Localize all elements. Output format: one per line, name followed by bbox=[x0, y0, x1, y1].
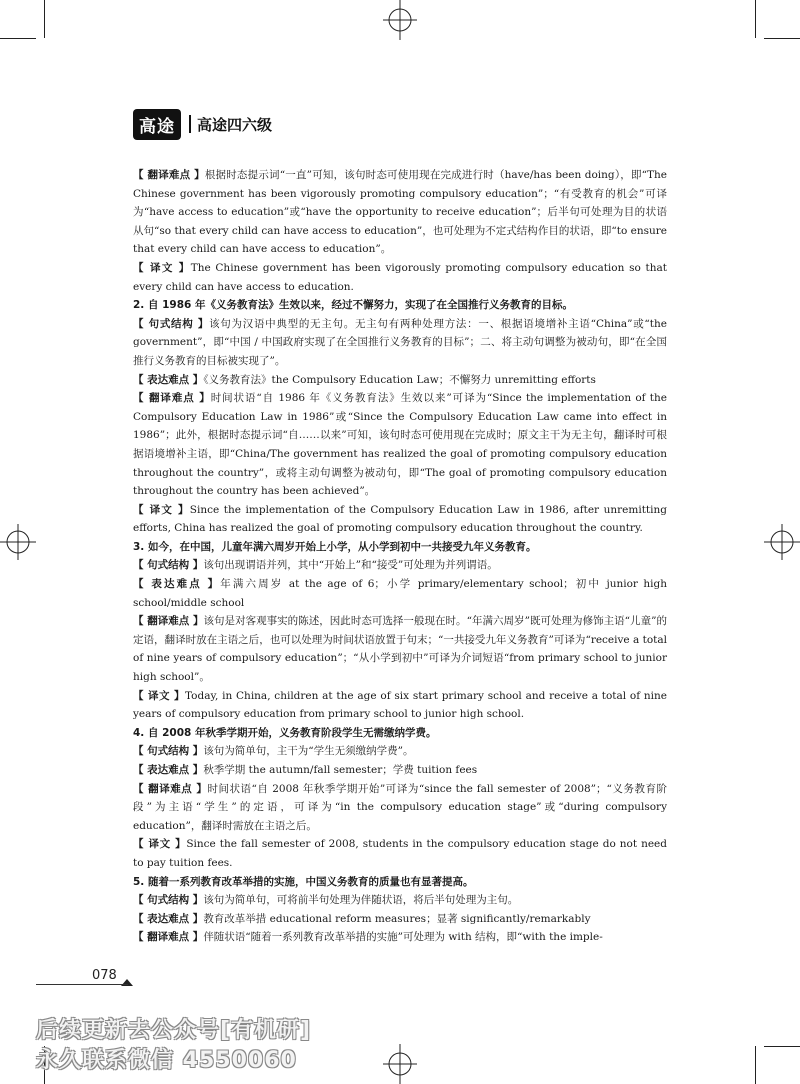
section-tag: 【 句式结构 】 bbox=[133, 745, 204, 758]
registration-mark-icon bbox=[760, 522, 800, 562]
section-tag: 【 译文 】 bbox=[133, 689, 185, 702]
paragraph-text: 教育改革举措 educational reform measures；显著 significantly/remarkably bbox=[203, 912, 591, 925]
section-tag: 【 译文 】 bbox=[133, 261, 191, 274]
paragraph bbox=[133, 315, 667, 371]
page-number: 078 bbox=[92, 968, 117, 983]
section-tag: 【 翻译难点 】 bbox=[133, 782, 208, 795]
paragraph-text: 该句为简单句，可将前半句处理为伴随状语，将后半句处理为主句。 bbox=[203, 894, 519, 907]
header-divider bbox=[189, 115, 191, 133]
paragraph-text: The Chinese government has been vigorously promoting compulsory education so that every child can have access to education. bbox=[133, 261, 668, 293]
registration-mark-icon bbox=[380, 1044, 420, 1084]
section-tag: 【 句式结构 】 bbox=[133, 894, 204, 907]
watermark-line-1: 后续更新去公众号[有机研] bbox=[36, 1018, 312, 1043]
paragraph bbox=[133, 742, 667, 761]
crop-mark bbox=[764, 1046, 800, 1047]
paragraph bbox=[133, 575, 667, 612]
section-tag: 【 表达难点 】 bbox=[133, 764, 204, 776]
paragraph bbox=[133, 166, 667, 259]
registration-mark-icon bbox=[0, 522, 40, 562]
question-heading: 4. 自 2008 年秋季学期开始，义务教育阶段学生无需缴纳学费。 bbox=[133, 726, 437, 739]
registration-mark-icon bbox=[380, 0, 420, 40]
crop-mark bbox=[764, 38, 800, 39]
paragraph bbox=[133, 835, 667, 872]
paragraph-text: 该句为汉语中典型的无主句。无主句有两种处理方法：一、根据语境增补主语“China”或“the government”，即“中国 / 中国政府实现了在全国推行义务教育的目标”；二、将主动句调整为被动句，即“在全国推行义务教育的目标被实现了”。 bbox=[133, 317, 667, 367]
crop-mark bbox=[0, 38, 36, 39]
section-tag: 【 表达难点 】 bbox=[133, 373, 204, 386]
section-tag: 【 句式结构 】 bbox=[133, 317, 210, 330]
crop-mark bbox=[44, 0, 45, 38]
paragraph bbox=[133, 259, 667, 296]
question-heading: 5. 随着一系列教育改革举措的实施，中国义务教育的质量也有显著提高。 bbox=[133, 875, 474, 888]
paragraph-text: Since the implementation of the Compulsory Education Law in 1986, after unremitting efforts, China has realized the goal of promoting compulsory education throughout the country. bbox=[133, 503, 667, 535]
footer-rule bbox=[36, 984, 128, 985]
page-content bbox=[133, 166, 667, 947]
paragraph bbox=[133, 891, 667, 910]
question-heading: 3. 如今，在中国，儿童年满六周岁开始上小学，从小学到初中一共接受九年义务教育。 bbox=[133, 540, 537, 553]
paragraph bbox=[133, 928, 667, 947]
section-tag: 【 翻译难点 】 bbox=[133, 392, 211, 405]
brand-logo: 高途 bbox=[133, 109, 181, 140]
paragraph bbox=[133, 910, 667, 929]
paragraph-text: 伴随状语“随着一系列教育改革举措的实施”可处理为 with 结构，即“with the imple- bbox=[203, 931, 603, 944]
paragraph-text: Since the fall semester of 2008, students in the compulsory education stage do not need to pay tuition fees. bbox=[133, 838, 667, 869]
section-tag: 【 翻译难点 】 bbox=[133, 615, 204, 628]
crop-mark bbox=[755, 0, 756, 38]
section-tag: 【 翻译难点 】 bbox=[133, 931, 204, 944]
paragraph-text: 该句是对客观事实的陈述，因此时态可选择一般现在时。“年满六周岁”既可处理为修饰主语“儿童”的定语，翻译时放在主语之后，也可以处理为时间状语放置于句末；“一共接受九年义务教育”可译为“receive a total of nine years of compulsory education”；“从小学到初中”可译为介词短语“from primary school to junior high school”。 bbox=[133, 615, 667, 684]
paragraph bbox=[133, 780, 667, 836]
paragraph-text: Today, in China, children at the age of six start primary school and receive a total of nine years of compulsory education from primary school to junior high school. bbox=[133, 689, 667, 721]
paragraph bbox=[133, 389, 667, 501]
watermark-line-2: 永久联系微信 4550060 bbox=[36, 1048, 297, 1073]
section-tag: 【 翻译难点 】 bbox=[133, 169, 205, 181]
section-tag: 【 译文 】 bbox=[133, 838, 187, 851]
paragraph-text: 该句出现谓语并列，其中“开始上”和“接受”可处理为并列谓语。 bbox=[203, 559, 498, 572]
paragraph bbox=[133, 501, 667, 538]
page-header bbox=[133, 109, 272, 139]
question-heading: 2. 自 1986 年《义务教育法》生效以来，经过不懈努力，实现了在全国推行义务教育的目标。 bbox=[133, 299, 573, 312]
paragraph-text: 年满六周岁 at the age of 6；小学 primary/elementary school；初中 junior high school/middle school bbox=[133, 578, 667, 609]
section-tag: 【 句式结构 】 bbox=[133, 559, 204, 572]
paragraph-text: 该句为简单句，主干为“学生无须缴纳学费”。 bbox=[203, 745, 414, 758]
paragraph-text: 《义务教育法》the Compulsory Education Law；不懈努力 unremitting efforts bbox=[203, 373, 596, 386]
paragraph bbox=[133, 371, 667, 390]
paragraph-text: 时间状语“自 2008 年秋季学期开始”可译为“since the fall semester of 2008”；“义务教育阶段”为主语“学生”的定语，可译为“in the compulsory education stage”或“during compulsory education”，翻译时需放在主语之后。 bbox=[133, 782, 667, 832]
paragraph bbox=[133, 761, 667, 780]
section-tag: 【 译文 】 bbox=[133, 503, 190, 516]
paragraph bbox=[133, 556, 667, 575]
section-tag: 【 表达难点 】 bbox=[133, 912, 204, 925]
paragraph-text: 时间状语“自 1986 年《义务教育法》生效以来”可译为“Since the implementation of the Compulsory Education Law in 1986”或“Since the Compulsory Education Law came into effect in 1986”；此外，根据时态提示词“自……以来”可知，该句时态可使用现在完成时；原文主干为无主句，翻译时可根据语境增补主语，即“China/The government has realized the goal of promoting compulsory education throughout the country”，或将主动句调整为被动句，即“The goal of promoting compulsory education throughout the country has been achieved”。 bbox=[133, 392, 668, 498]
paragraph-text: 根据时态提示词“一直”可知，该句时态可使用现在完成进行时（have/has been doing），即“The Chinese government has been vigorously promoting compulsory education”；“有受教育的机会”可译为“have access to education”或“have the opportunity to receive education”；后半句可处理为目的状语从句“so that every child can have access to education”，也可处理为不定式结构作目的状语，即“to ensure that every child can have access to education”。 bbox=[133, 169, 668, 256]
section-tag: 【 表达难点 】 bbox=[133, 578, 221, 591]
crop-mark bbox=[755, 1046, 756, 1084]
paragraph-text: 秋季学期 the autumn/fall semester；学费 tuition fees bbox=[203, 764, 478, 776]
paragraph bbox=[133, 687, 667, 724]
paragraph bbox=[133, 612, 667, 686]
header-title: 高途四六级 bbox=[197, 115, 273, 134]
